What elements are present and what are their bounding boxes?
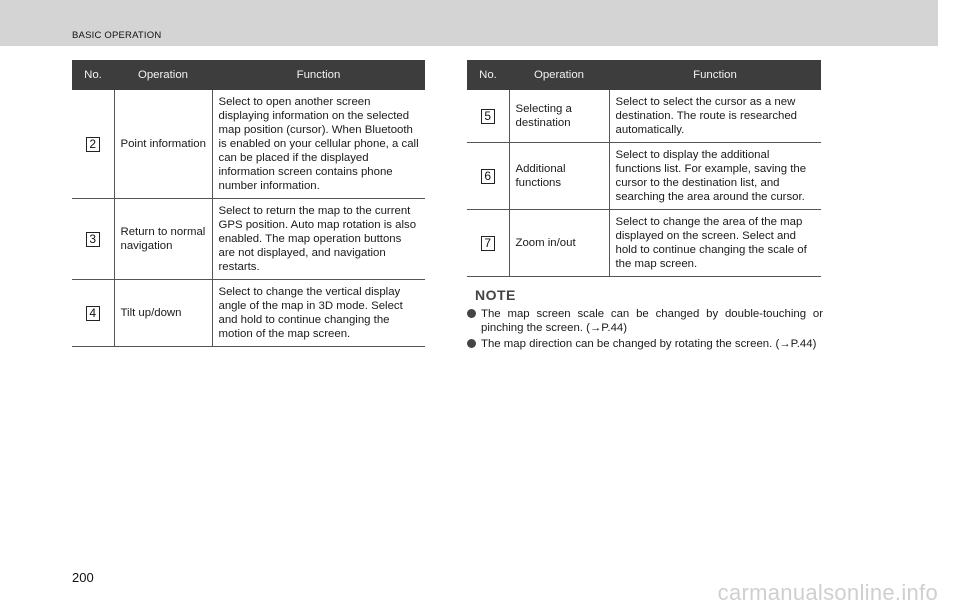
operation-cell: Tilt up/down (114, 280, 212, 347)
operation-cell: Selecting a destination (509, 90, 609, 143)
bullet-icon (467, 339, 476, 348)
note-text: The map screen scale can be changed by double-touching or pinching the screen. (→P.44) (481, 308, 823, 334)
bullet-icon (467, 309, 476, 318)
function-cell: Select to display the additional functions list. For example, saving the cursor to the destination list, and searching the area around the cursor. (609, 143, 821, 210)
note-item (467, 307, 823, 335)
column-header-function: Function (609, 60, 821, 90)
note-title: NOTE (475, 287, 516, 303)
row-number: 6 (481, 169, 495, 184)
function-cell: Select to change the area of the map displayed on the screen. Select and hold to continue changing the scale of the map screen. (609, 210, 821, 277)
column-header-function: Function (212, 60, 425, 90)
operation-cell: Zoom in/out (509, 210, 609, 277)
watermark: carmanualsonline.info (717, 580, 938, 605)
table-row (467, 143, 821, 210)
column-header-no: No. (72, 60, 114, 90)
row-number: 2 (86, 137, 100, 152)
operation-cell: Point information (114, 90, 212, 199)
table-row (467, 90, 821, 143)
row-number-cell (467, 143, 509, 210)
operation-cell: Additional functions (509, 143, 609, 210)
table-header-row (72, 60, 425, 90)
row-number-cell (467, 90, 509, 143)
row-number: 5 (481, 109, 495, 124)
operations-table-right (467, 60, 821, 277)
function-cell: Select to select the cursor as a new destination. The route is researched automatically. (609, 90, 821, 143)
note-text: The map direction can be changed by rotating the screen. (→P.44) (481, 338, 817, 350)
operations-table-left (72, 60, 425, 347)
table-row (72, 90, 425, 199)
table-row (72, 199, 425, 280)
page-number: 200 (72, 570, 94, 585)
column-header-operation: Operation (509, 60, 609, 90)
row-number-cell (72, 90, 114, 199)
row-number: 3 (86, 232, 100, 247)
function-cell: Select to return the map to the current GPS position. Auto map rotation is also enabled. The map operation buttons are not displayed, and navigation restarts. (212, 199, 425, 280)
note-section (467, 287, 823, 353)
note-item (467, 337, 823, 351)
table-row (467, 210, 821, 277)
table-header-row (467, 60, 821, 90)
row-number: 7 (481, 236, 495, 251)
row-number: 4 (86, 306, 100, 321)
row-number-cell (467, 210, 509, 277)
operation-cell: Return to normal navigation (114, 199, 212, 280)
function-cell: Select to open another screen displaying information on the selected map position (cursor). When Bluetooth is enabled on your cellular phone, a call can be placed if the displayed information screen contains phone number information. (212, 90, 425, 199)
row-number-cell (72, 199, 114, 280)
row-number-cell (72, 280, 114, 347)
column-header-no: No. (467, 60, 509, 90)
function-cell: Select to change the vertical display angle of the map in 3D mode. Select and hold to continue changing the motion of the map screen. (212, 280, 425, 347)
column-header-operation: Operation (114, 60, 212, 90)
table-row (72, 280, 425, 347)
section-title: BASIC OPERATION (72, 30, 162, 41)
